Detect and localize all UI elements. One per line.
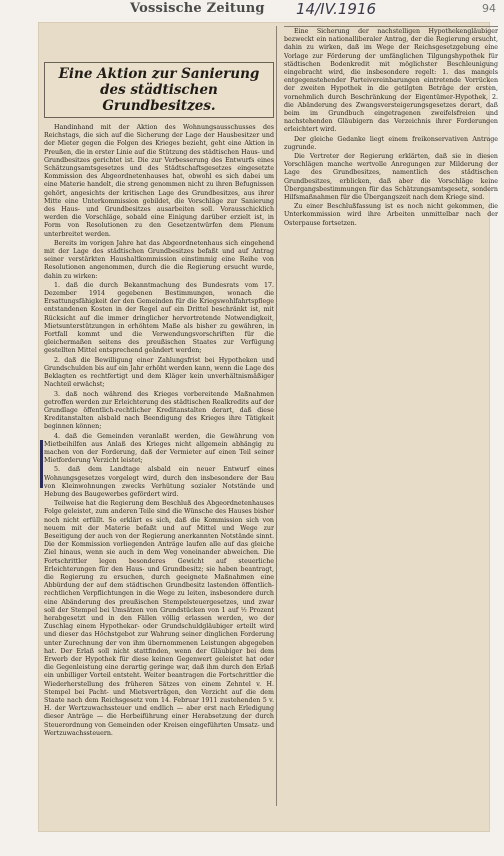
paragraph: 5. daß dem Landtage alsbald ein neuer Entwurf eines Wohnungsgesetzes vorgelegt wird, durch den insbesondere der Bau von Kleinwohnungen zwecks Verhütung sozialer Notstände und Hebung des Baugewerbes gefördert wird. xyxy=(44,466,274,498)
article-title: Eine Aktion zur Sanierung des städtischen Grundbesitzes. xyxy=(58,66,260,114)
paragraph: Die Vertreter der Regierung erklärten, daß sie in diesen Vorschlägen manche wertvolle Anregungen zur Milderung der Lage des Grundbesitzes, namentlich des städtischen Grundbesitzes, erblicken, daß aber die Vorschläge keine Übergangsbestimmungen für das Schätzungsamtsgesetz, sondern Hilfsmaßnahmen für die Übergangszeit nach dem Kriege sind. xyxy=(284,153,498,202)
paragraph: 3. daß noch während des Krieges vorbereitende Maßnahmen getroffen werden zur Erleichterung des städtischen Realkredits auf der Grundlage öffentlich-rechtlicher Kreditanstalten derart, daß diese Kreditanstalten alsbald nach Beendigung des Krieges ihre Tätigkeit beginnen können; xyxy=(44,390,274,431)
paragraph: 4. daß die Gemeinden veranlaßt werden, die Gewährung von Mietbeihilfen aus Anlaß des Krieges nicht allgemein abhängig zu machen von der Forderung, daß der Vermieter auf einen Teil seiner Mietforderung Verzicht leistet; xyxy=(44,432,274,465)
paragraph: Der gleiche Gedanke liegt einem freikonservativen Antrage zugrunde. xyxy=(284,135,498,151)
handwritten-date: 14/IV.1916 xyxy=(296,0,377,18)
paragraph: Handinhand mit der Aktion des Wohnungsausschusses des Reichstags, die sich auf die Sicherung der Lage der Hausbesitzer und der Mieter gegen die Folgen des Krieges bezieht, geht eine Aktion in Preußen, die in erster Linie auf die Stützung des städtischen Haus- und Grundbesitzes gerichtet ist. Die zur Verbesserung des Entwurfs eines Schätzungsamtsgesetzes und des Städtschaftsgesetzes eingesetzte Kommission des Abgeordnetenhauses hat, obwohl es sich dabei um eine Materie handelt, die streng genommen nicht zu ihren Befugnissen gehört, angesichts der kritischen Lage des Grundbesitzes, aus ihrer Mitte eine Unterkommission gebildet, die Vorschläge zur Sanierung des Haus- und Grundbesitzes ausarbeiten soll. Vorausschicklich werden die Vorschläge, sobald eine Einigung darüber erzielt ist, in Form von Resolutionen zu den Gesetzentwürfen dem Plenum unterbreitet werden. xyxy=(44,124,274,238)
article-left-column xyxy=(44,62,274,807)
paragraph: Bereits im vorigen Jahre hat das Abgeordnetenhaus sich eingehend mit der Lage des städtischen Grundbesitzes befaßt und auf Antrag seiner verstärkten Haushaltkommission einstimmig eine Reihe von Resolutionen angenommen, durch die die Regierung ersucht wurde, dahin zu wirken: xyxy=(44,239,274,280)
paragraph: 1. daß die durch Bekanntmachung des Bundesrats vom 17. Dezember 1914 gegebenen Bestimmungen, wonach die Ersattungsfähigkeit der den Gemeinden für die Kriegswohlfahrtspflege entstandenen Kosten in der Regel auf ein Drittel beschränkt ist, mit Rücksicht auf die immer dringlicher hervortretende Notwendigkeit, Mietsunterstützungen in erhöhtem Maße als bisher zu gewähren, in Fortfall kommt und die Verwendungsvorschriften für die gleichermaßen seitens des preußischen Staates zur Verfügung gestellten Mittel entsprechend geändert werden; xyxy=(44,281,274,355)
column-divider xyxy=(276,26,277,806)
margin-pen-mark xyxy=(40,440,43,488)
newspaper-name: Vossische Zeitung xyxy=(130,1,265,16)
paragraph: 2. daß die Bewilligung einer Zahlungsfrist bei Hypotheken und Grundschulden bis auf ein Jahr erhöht werden kann, wenn die Lage des Beklagten es rechtfertigt und dem Kläger kein unverhältnismäßiger Nachteil erwächst; xyxy=(44,356,274,389)
article-title-box xyxy=(44,62,274,118)
paragraph: Teilweise hat die Regierung dem Beschluß des Abgeordnetenhauses Folge geleistet, zum anderen Teile sind die Wünsche des Hauses bisher noch nicht erfüllt. So erklärt es sich, daß die Kommission sich von neuem mit der Materie befaßt und auf Mittel und Wege zur Beseitigung der auch von der Regierung anerkannten Notstände sinnt. Die der Kommission vorliegenden Anträge laufen alle auf das gleiche Ziel hinaus, wenn sie auch in dem Weg voneinander abweichen. Die Fortschrittler legen besonderes Gewicht auf steuerliche Erleichterungen für den Haus- und Grundbesitz; sie haben beantragt, die Regierung zu ersuchen, durch geeignete Maßnahmen eine Abbürdung der auf dem städtischen Grundbesitz lastenden öffentlich-rechtlichen Verpflichtungen in die Wege zu leiten, insbesondere durch eine Abänderung des preußischen Stempelsteuergesetzes, und zwar soll der Stempel bei Umsätzen von Grundstücken von 1 auf ½ Prozent herabgesetzt und in den Fällen völlig erlassen werden, wo der Zuschlag einem Hypothekar- oder Grundschuldgläubiger erteilt wird und dieser das Höchstgebot zur Wahrung seiner dinglichen Forderung unter Zurechnung der von ihm übernommenen Leistungen abgegeben hat. Der Erlaß soll nicht stattfinden, wenn der Gläubiger bei dem Erwerb der Hypothek für diese keinen Gegenwert geleistet hat oder die Gegenleistung eine derartig geringe war, daß ihm durch den Erlaß ein unbilliger Vorteil entsteht. Weiter beantragen die Fortschrittler die Wiederherstellung des früheren Sätzes von einem Zehntel v. H. Stempel bei Pacht- und Mietsverträgen, den Verzicht auf die dem Staate nach dem Reichsgesetz vom 14. Februar 1911 zustehenden 5 v. H. der Wertzuwachssteuer und endlich — aber erst nach Erledigung dieser Anträge — die Herbeiführung einer Herabsetzung der durch Steuerordnung von Gemeinden oder Kreisen eingeführten Umsatz- und Wertzuwachssteuern. xyxy=(44,500,274,737)
article-right-column xyxy=(284,28,498,268)
top-rule xyxy=(284,26,498,27)
page-number: 94 xyxy=(482,2,496,15)
paragraph: Eine Sicherung der nachstelligen Hypothekengläubiger bezweckt ein nationalliberaler Antrag, der die Regierung ersucht, dahin zu wirken, daß im Wege der Reichsgesetzgebung eine Vorlage zur Förderung der umfänglichen Tilgungshypothek für städtischen Bodenkredit mit möglichster Beschleunigung eingebracht wird, die insbesondere regelt: 1. das mangels entgegenstehender Parteivereinbarungen eintretende Vorrücken der zweiten Hypothek in die getilgten Beträge der ersten, vornehmlich durch Beschränkung der Eigentümer-Hypothek, 2. die Abänderung des Zwangsversteigerungsgesetzes derart, daß beim im Grundbuch eingetragenen zweifelsfreien und nachstehenden Gläubigern das Verzeichnis ihrer Forderungen erleichtert wird. xyxy=(284,28,498,134)
paragraph: Zu einer Beschlußfassung ist es noch nicht gekommen, die Unterkommission wird ihre Arbeiten unmittelbar nach der Osterpause fortsetzen. xyxy=(284,203,498,227)
